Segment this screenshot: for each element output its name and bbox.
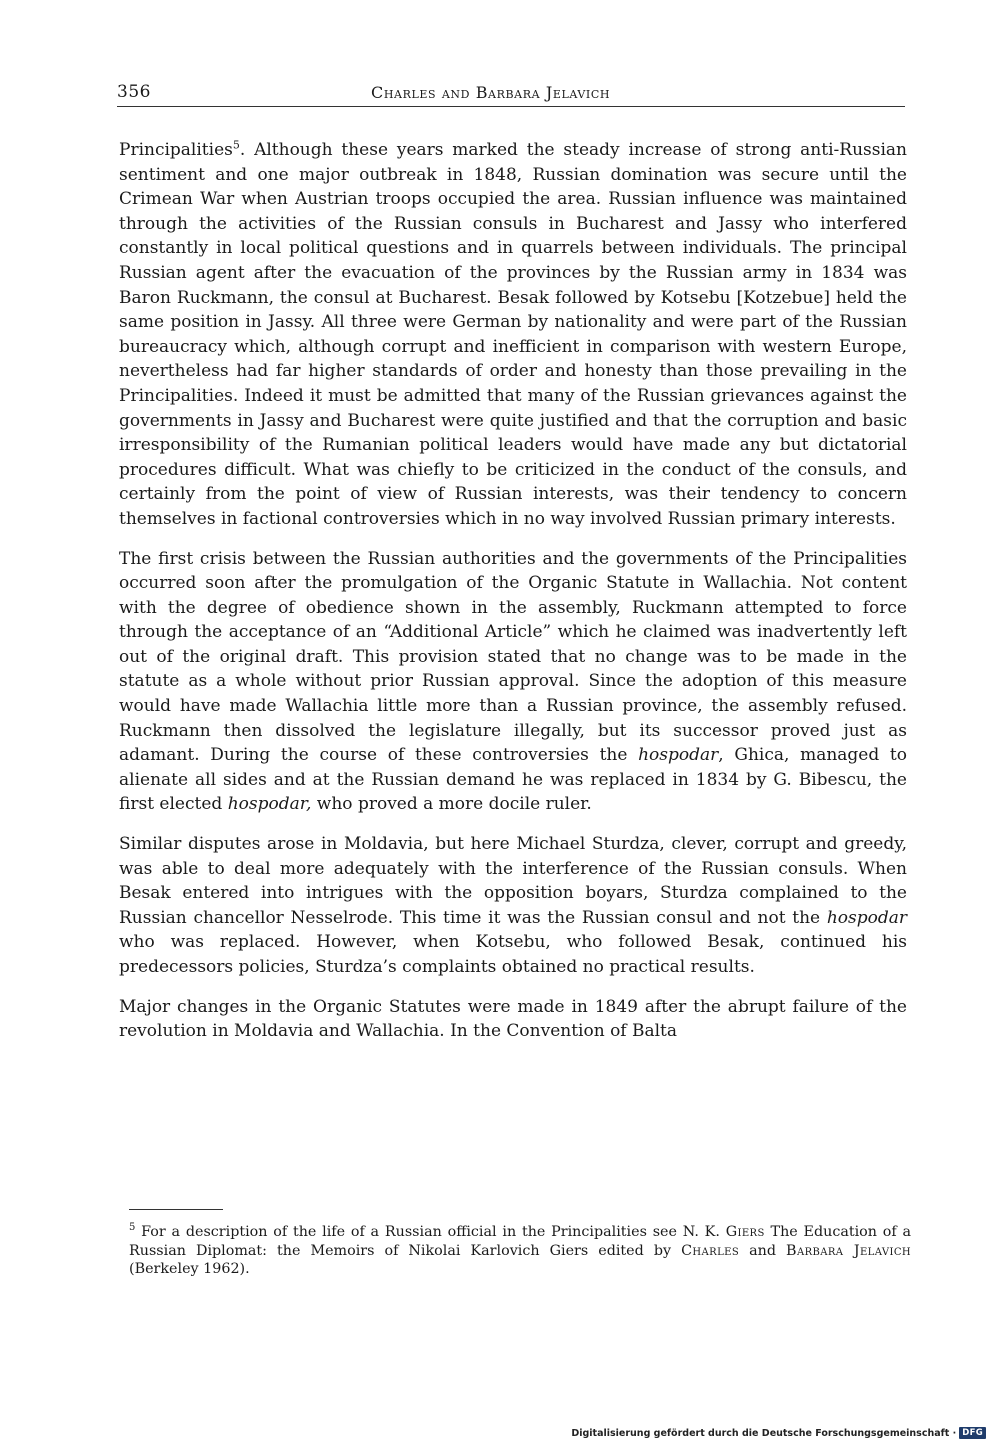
paragraph-2-text-c: who proved a more docile ruler. [311, 794, 592, 815]
paragraph-1-text: . Although these years marked the steady increase of strong anti-Russian sentiment and one major outbreak in 1848, Russian domination was secure until the Crimean War when Austrian troops occupied the area. Russian influence was maintained through the activities of the Russian consuls in Bucharest and Jassy who interfered constantly in local political questions and in quarrels between individuals. The principal Russian agent after the evacuation of the provinces by the Russian army in 1834 was Baron Ruckmann, the consul at Bucharest. Besak followed by Kotsebu [Kotzebue] held the same position in Jassy. All three were German by nationality and were part of the Russian bureaucracy which, although corrupt and inefficient in comparison with western Europe, nevertheless had far higher standards of order and honesty than those prevailing in the Principalities. Indeed it must be admitted that many of the Russian grievances against the governments in Jassy and Bucharest were quite justified and that the corruption and basic irresponsibility of the Rumanian political leaders would have made any but dictatorial procedures difficult. What was chiefly to be criticized in the conduct of the consuls, and certainly from the point of view of Russian interests, was their tendency to concern themselves in factional controversies which in no way involved Russian primary interests. [119, 140, 907, 529]
paragraph-2-text-a: The first crisis between the Russian authorities and the governments of the Principalities occurred soon after the promulgation of the Organic Statute in Wallachia. Not content with the degree of obedience shown in the assembly, Ruckmann attempted to force through the acceptance of an “Additional Article” which he claimed was inadvertently left out of the original draft. This provision stated that no change was to be made in the statute as a whole without prior Russian approval. Since the adoption of this measure would have made Wallachia little more than a Russian province, the assembly refused. Ruckmann then dissolved the legislature illegally, but its successor proved just as adamant. During the course of these controversies the [119, 548, 907, 766]
footnote-text-b: The Education of a Russian Diplomat: the Memoirs of Nikolai Karlovich Giers edited by [129, 1224, 911, 1259]
footnote-divider [129, 1209, 223, 1210]
paragraph-3 [119, 832, 907, 980]
paragraph-2 [119, 547, 907, 818]
page-header [117, 82, 905, 107]
footnote-text-c: (Berkeley 1962). [129, 1261, 250, 1278]
paragraph-2-italic-b: hospodar, [227, 794, 312, 815]
credit-text: Digitalisierung gefördert durch die Deutsche Forschungsgemeinschaft · [571, 1427, 957, 1439]
footnote-reference[interactable]: 5 [232, 138, 240, 152]
paragraph-1-lead: Principalities [119, 140, 233, 160]
digitization-credit [571, 1425, 986, 1441]
footnote-number: 5 [129, 1222, 136, 1234]
running-head: Charles and Barbara Jelavich [371, 83, 611, 102]
paragraph-2-text-b: , Ghica, managed to alienate all sides and at the Russian demand he was replaced in 1834 by G. Bibescu, the first elected [119, 745, 907, 815]
paragraph-4 [119, 995, 907, 1044]
page-number: 356 [117, 82, 151, 102]
footnote [129, 1223, 911, 1279]
footnote-and: and [739, 1242, 787, 1259]
paragraph-1 [119, 138, 907, 532]
footnote-author-charles: Charles [681, 1242, 740, 1259]
footnote-text-a: For a description of the life of a Russian official in the Principalities see N. K. [135, 1224, 726, 1240]
paragraph-4-text: Major changes in the Organic Statutes were made in 1849 after the abrupt failure of the revolution in Moldavia and Wallachia. In the Convention of Balta [119, 996, 907, 1042]
body-text [119, 138, 907, 1059]
dfg-logo-icon: DFG [959, 1427, 986, 1439]
paragraph-2-italic-a: hospodar [638, 745, 719, 766]
paragraph-3-text-b: who was replaced. However, when Kotsebu, who followed Besak, continued his predecessors policies, Sturdza’s complaints obtained no practical results. [119, 932, 907, 977]
footnote-author-giers: Giers [725, 1224, 765, 1240]
paragraph-3-text-a: Similar disputes arose in Moldavia, but here Michael Sturdza, clever, corrupt and greedy, was able to deal more adequately with the interference of the Russian consuls. When Besak entered into intrigues with the opposition boyars, Sturdza complained to the Russian chancellor Nesselrode. This time it was the Russian consul and not the [119, 834, 907, 928]
paragraph-3-italic: hospodar [826, 907, 907, 928]
footnote-author-barbara: Barbara Jelavich [786, 1242, 911, 1259]
